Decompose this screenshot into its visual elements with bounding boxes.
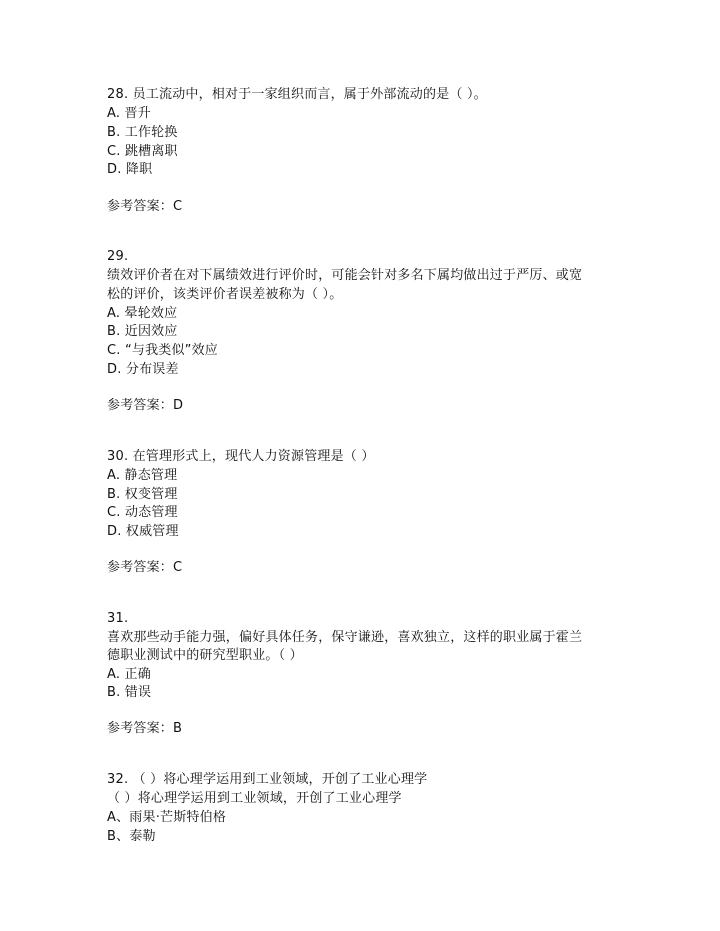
question-30-answer: 参考答案：C — [107, 560, 183, 575]
question-29-stem-line-2: 松的评价，该类评价者误差被称为（ ）。 — [107, 287, 343, 302]
question-28-option-c: C. 跳槽离职 — [107, 144, 178, 159]
question-32-stem-line-1: 32. （ ）将心理学运用到工业领域，开创了工业心理学 — [107, 772, 428, 787]
question-31-number: 31. — [107, 611, 129, 626]
question-28-option-a: A. 晋升 — [107, 106, 151, 121]
question-31-option-a: A. 正确 — [107, 667, 151, 682]
question-30-option-d: D. 权威管理 — [107, 524, 179, 539]
question-28-option-b: B. 工作轮换 — [107, 125, 178, 140]
question-30-option-b: B. 权变管理 — [107, 487, 178, 502]
question-29-stem-line-1: 绩效评价者在对下属绩效进行评价时，可能会针对多名下属均做出过于严厉、或宽 — [107, 268, 583, 283]
question-29-answer: 参考答案：D — [107, 398, 184, 413]
question-29-number: 29. — [107, 249, 129, 264]
question-32-option-b: B、泰勒 — [107, 829, 156, 844]
question-28-answer: 参考答案：C — [107, 199, 183, 214]
question-30-option-c: C. 动态管理 — [107, 505, 178, 520]
question-28-option-d: D. 降职 — [107, 162, 153, 177]
question-30-stem: 30. 在管理形式上，现代人力资源管理是（ ） — [107, 449, 375, 464]
question-30-option-a: A. 静态管理 — [107, 468, 178, 483]
question-32-option-a: A、雨果·芒斯特伯格 — [107, 810, 227, 825]
question-31-stem-line-1: 喜欢那些动手能力强，偏好具体任务，保守谦逊，喜欢独立，这样的职业属于霍兰 — [107, 630, 583, 645]
question-31-stem-line-2: 德职业测试中的研究型职业。（ ） — [107, 648, 303, 663]
question-31-option-b: B. 错误 — [107, 685, 152, 700]
question-29-option-b: B. 近因效应 — [107, 324, 178, 339]
question-29-option-d: D. 分布误差 — [107, 362, 179, 377]
question-32-stem-line-2: （ ）将心理学运用到工业领域，开创了工业心理学 — [107, 791, 402, 806]
question-28-stem: 28. 员工流动中，相对于一家组织而言，属于外部流动的是（ ）。 — [107, 87, 487, 102]
question-31-answer: 参考答案：B — [107, 721, 183, 736]
question-29-option-c: C. “与我类似”效应 — [107, 343, 219, 358]
question-29-option-a: A. 晕轮效应 — [107, 306, 178, 321]
